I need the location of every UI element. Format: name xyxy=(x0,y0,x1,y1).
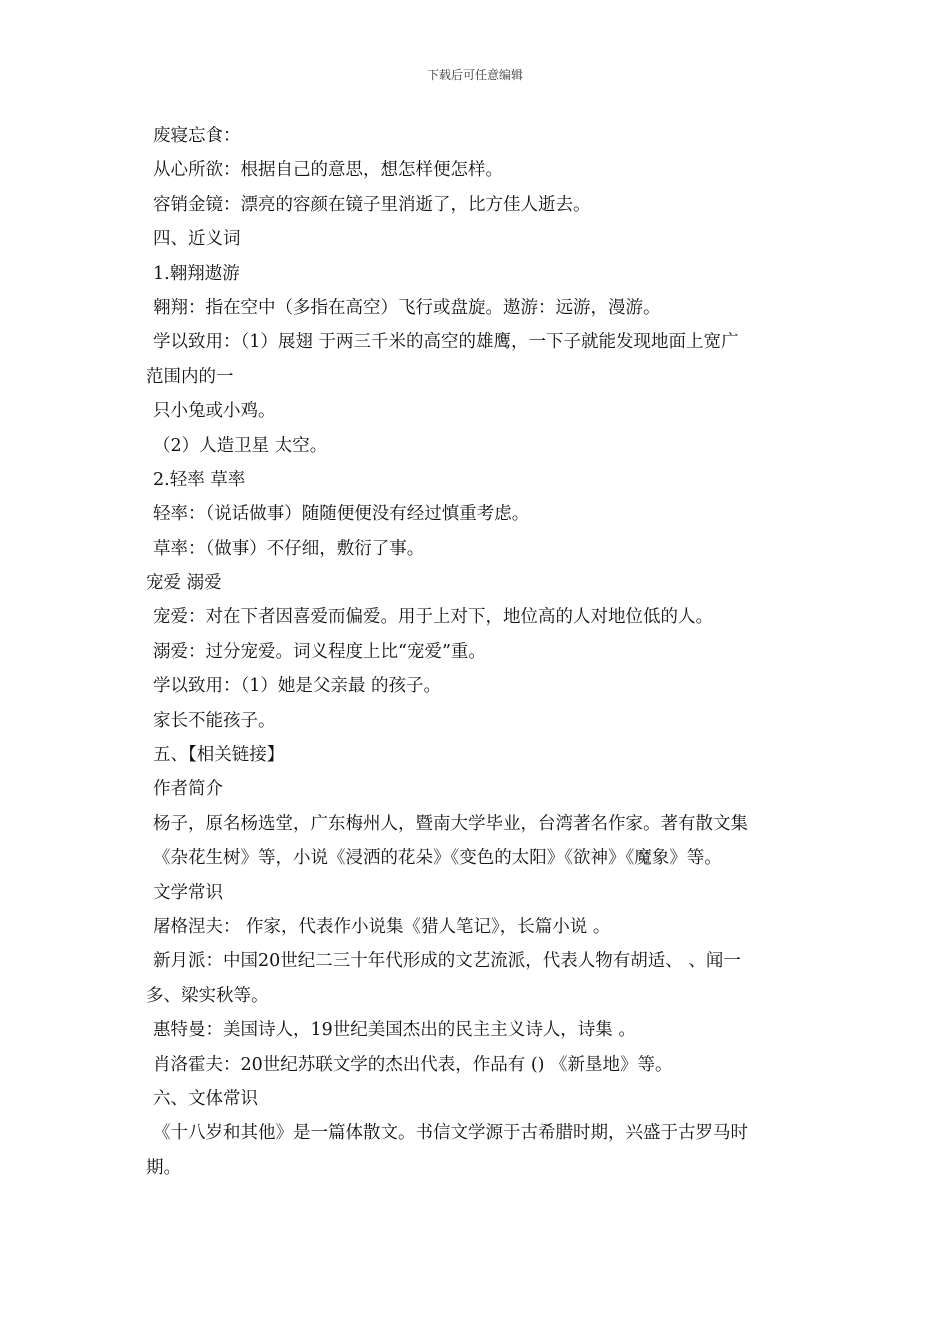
text-line: 惠特曼：美国诗人，19世纪美国杰出的民主主义诗人，诗集 。 xyxy=(153,1020,636,1041)
text-line: 肖洛霍夫：20世纪苏联文学的杰出代表，作品有 () 《新垦地》等。 xyxy=(153,1054,673,1075)
text-line: 只小兔或小鸡。 xyxy=(153,401,276,422)
text-line: 范围内的一 xyxy=(146,366,234,387)
subheading: 文学常识 xyxy=(153,882,223,903)
text-line: 轻率：（说话做事）随随便便没有经过慎重考虑。 xyxy=(153,504,530,525)
subheading: 2.轻率 草率 xyxy=(153,469,246,490)
text-line: 溺爱：过分宠爱。词义程度上比“宠爱”重。 xyxy=(153,641,486,662)
text-line: 从心所欲：根据自己的意思，想怎样便怎样。 xyxy=(153,160,503,181)
subheading: 宠爱 溺爱 xyxy=(146,573,222,594)
text-line: （2）人造卫星 太空。 xyxy=(153,435,328,456)
page-header: 下载后可任意编辑 xyxy=(426,68,523,82)
text-line: 容销金镜：漂亮的容颜在镜子里消逝了，比方佳人逝去。 xyxy=(153,194,591,215)
text-line: 草率：（做事）不仔细，敷衍了事。 xyxy=(153,538,425,559)
document-body xyxy=(146,119,816,1185)
text-line: 新月派：中国20世纪二三十年代形成的文艺流派，代表人物有胡适、 、闻一 xyxy=(153,951,741,972)
text-line: 多、梁实秋等。 xyxy=(146,985,269,1006)
text-line: 翱翔：指在空中（多指在高空）飞行或盘旋。遨游：远游，漫游。 xyxy=(153,297,661,318)
text-line: 屠格涅夫： 作家，代表作小说集《猎人笔记》，长篇小说 。 xyxy=(153,916,611,937)
text-line: 期。 xyxy=(146,1157,181,1178)
text-line: 学以致用：（1）她是父亲最 的孩子。 xyxy=(153,676,441,697)
text-line: 《十八岁和其他》是一篇体散文。书信文学源于古希腊时期，兴盛于古罗马时 xyxy=(153,1123,748,1144)
subheading: 作者简介 xyxy=(153,779,223,800)
text-line: 废寝忘食： xyxy=(153,126,241,146)
text-line: 杨子，原名杨选堂，广东梅州人，暨南大学毕业，台湾著名作家。著有散文集 xyxy=(153,813,748,834)
text-line: 学以致用：（1）展翅 于两三千米的高空的雄鹰，一下子就能发现地面上宽广 xyxy=(153,332,739,353)
text-line: 宠爱：对在下者因喜爱而偏爱。用于上对下，地位高的人对地位低的人。 xyxy=(153,607,713,628)
section-heading: 四、近义词 xyxy=(153,229,241,250)
subheading: 1.翱翔遨游 xyxy=(153,263,240,284)
text-line: 家长不能孩子。 xyxy=(153,710,276,731)
text-line: 《杂花生树》等，小说《浸洒的花朵》《变色的太阳》《欲神》《魔象》等。 xyxy=(153,848,722,869)
section-heading: 五、【相关链接】 xyxy=(153,745,285,766)
section-heading: 六、文体常识 xyxy=(153,1088,258,1109)
